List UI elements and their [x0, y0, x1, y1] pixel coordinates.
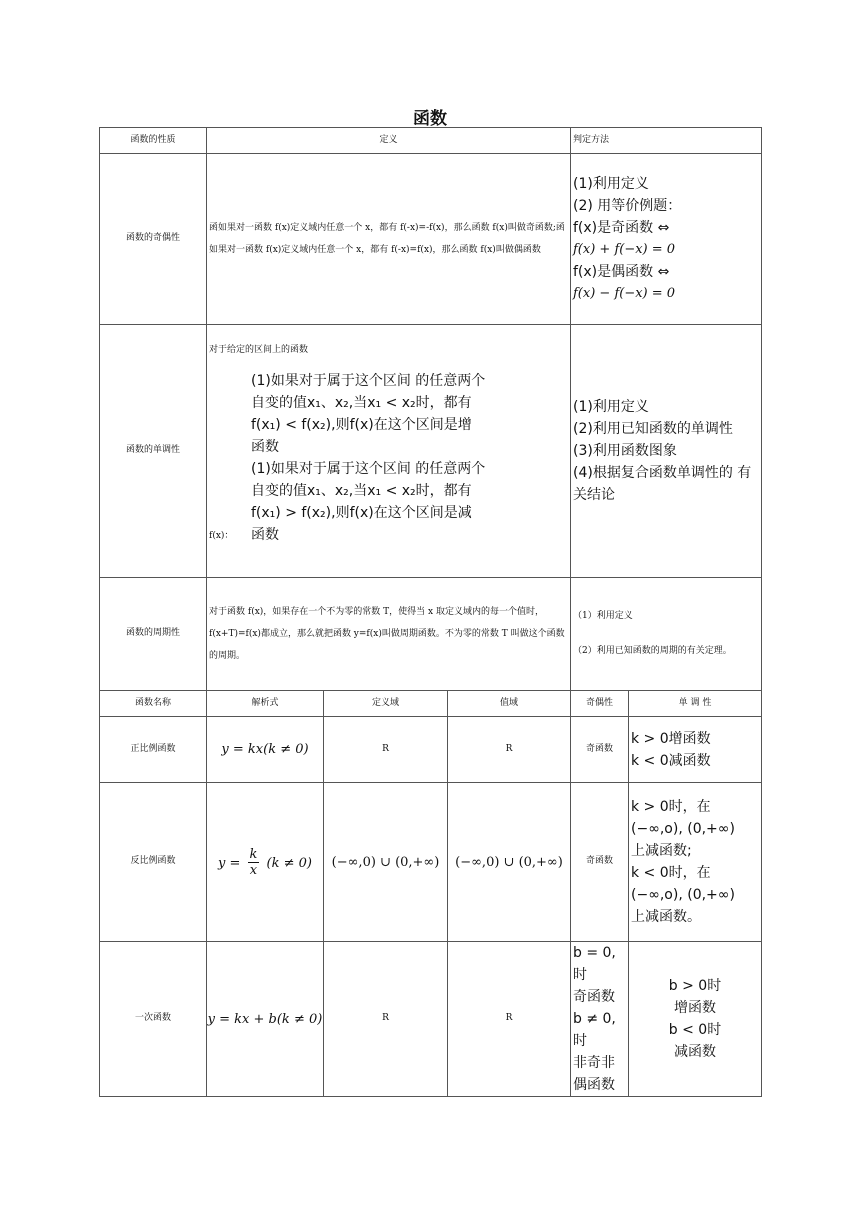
function-parity [571, 942, 629, 1097]
table-row [100, 325, 762, 578]
header-domain: 定义域 [324, 691, 448, 717]
formula-fraction [248, 847, 260, 878]
definition-body [209, 370, 568, 546]
function-monotonicity [629, 717, 762, 783]
definition-tail: f(x)： [209, 531, 234, 542]
header-monotonicity: 单 调 性 [629, 691, 762, 717]
property-name: 函数的周期性 [100, 578, 207, 691]
method-line: f(x) + f(−x) = 0 [573, 242, 676, 257]
method-line: f(x)是偶函数 ⇔ [573, 264, 670, 280]
property-definition: 对于函数 f(x)，如果存在一个不为零的常数 T，使得当 x 取定义域内的每一个值时，f(x+T)=f(x)都成立，那么就把函数 y=f(x)叫做周期函数。不为零的常数 T 叫做这个函数的周期。 [207, 578, 571, 691]
formula-lhs: y = [218, 855, 241, 871]
table-row [100, 717, 762, 783]
header-method: 判定方法 [571, 128, 762, 154]
mono-line: 减函数 [674, 1044, 716, 1060]
mono-line: 上减函数。 [631, 909, 701, 925]
method-line: (2)利用已知函数的单调性 [573, 421, 733, 437]
function-name: 一次函数 [100, 942, 207, 1097]
fraction-denominator: x [249, 862, 258, 878]
function-parity: 奇函数 [571, 783, 629, 942]
method-line: f(x) − f(−x) = 0 [573, 286, 676, 301]
header-range: 值域 [448, 691, 571, 717]
property-methods [571, 578, 762, 691]
mono-line: b > 0时 [668, 978, 722, 994]
table-row [100, 942, 762, 1097]
definition-line: 函数 [251, 439, 279, 456]
function-formula: y = kx + b(k ≠ 0) [207, 942, 324, 1097]
function-name: 反比例函数 [100, 783, 207, 942]
definition-line: (1)如果对于属于这个区间 的任意两个 [251, 461, 486, 478]
function-formula [207, 783, 324, 942]
header-parity: 奇偶性 [571, 691, 629, 717]
definition-line: 函数 [251, 527, 279, 544]
properties-table [99, 127, 762, 691]
parity-line: 奇函数 [573, 989, 615, 1005]
functions-table [99, 690, 762, 1097]
mono-line: 上减函数; [631, 843, 692, 859]
function-range: R [448, 717, 571, 783]
function-monotonicity [629, 942, 762, 1097]
property-name: 函数的奇偶性 [100, 154, 207, 325]
function-formula: y = kx(k ≠ 0) [207, 717, 324, 783]
mono-line: k > 0时，在 [631, 799, 711, 815]
mono-line: 增函数 [674, 1000, 716, 1016]
mono-line: k < 0时，在 [631, 865, 711, 881]
definition-line: f(x₁) < f(x₂),则f(x)在这个区间是增 [251, 417, 472, 434]
page-title: 函数 [413, 109, 447, 129]
mono-line: k < 0减函数 [631, 752, 711, 769]
mono-line: (−∞,o), (0,+∞) [631, 887, 735, 903]
formula-condition: (k ≠ 0) [266, 855, 312, 871]
function-domain: (−∞,0) ∪ (0,+∞) [324, 783, 448, 942]
function-monotonicity [629, 783, 762, 942]
method-line: (3)利用函数图象 [573, 443, 677, 459]
mono-line: k > 0增函数 [631, 730, 711, 747]
function-domain: R [324, 717, 448, 783]
mono-line: b < 0时 [668, 1022, 722, 1038]
property-definition [207, 325, 571, 578]
property-definition: 函如果对一函数 f(x)定义域内任意一个 x，都有 f(-x)=-f(x)，那么函数 f(x)叫做奇函数;函如果对一函数 f(x)定义域内任意一个 x，都有 f(-x)=f(x)，那么函数 f(x)叫做偶函数 [207, 154, 571, 325]
property-methods [571, 154, 762, 325]
parity-line: 偶函数 [573, 1077, 615, 1093]
parity-line: b ≠ 0,时 [573, 1011, 616, 1049]
definition-line: (1)如果对于属于这个区间 的任意两个 [251, 373, 486, 390]
table-row [100, 154, 762, 325]
table-row [100, 578, 762, 691]
header-property: 函数的性质 [100, 128, 207, 154]
method-line: (2) 用等价例题： [573, 198, 682, 214]
header-definition: 定义 [207, 128, 571, 154]
header-formula: 解析式 [207, 691, 324, 717]
function-range: R [448, 942, 571, 1097]
method-line: (1)利用定义 [573, 399, 649, 415]
definition-line: 自变的值x₁、x₂,当x₁ < x₂时，都有 [251, 395, 472, 412]
parity-line: b = 0,时 [573, 945, 616, 983]
definition-line: f(x₁) > f(x₂),则f(x)在这个区间是减 [251, 505, 472, 522]
table-row [100, 783, 762, 942]
function-parity: 奇函数 [571, 717, 629, 783]
function-domain: R [324, 942, 448, 1097]
function-range: (−∞,0) ∪ (0,+∞) [448, 783, 571, 942]
method-line: （1）利用定义 [573, 610, 633, 621]
definition-line: 自变的值x₁、x₂,当x₁ < x₂时，都有 [251, 483, 472, 500]
definition-intro: 对于给定的区间上的函数 [209, 345, 309, 355]
function-name: 正比例函数 [100, 717, 207, 783]
property-name: 函数的单调性 [100, 325, 207, 578]
header-function-name: 函数名称 [100, 691, 207, 717]
property-methods [571, 325, 762, 578]
parity-line: 非奇非 [573, 1055, 615, 1071]
method-line: （2）利用已知函数的周期的有关定理。 [573, 646, 732, 656]
fraction-numerator: k [249, 846, 258, 862]
method-line: (4)根据复合函数单调性的 有关结论 [573, 465, 752, 503]
mono-line: (−∞,o), (0,+∞) [631, 821, 735, 837]
method-line: (1)利用定义 [573, 176, 649, 192]
method-line: f(x)是奇函数 ⇔ [573, 220, 670, 236]
